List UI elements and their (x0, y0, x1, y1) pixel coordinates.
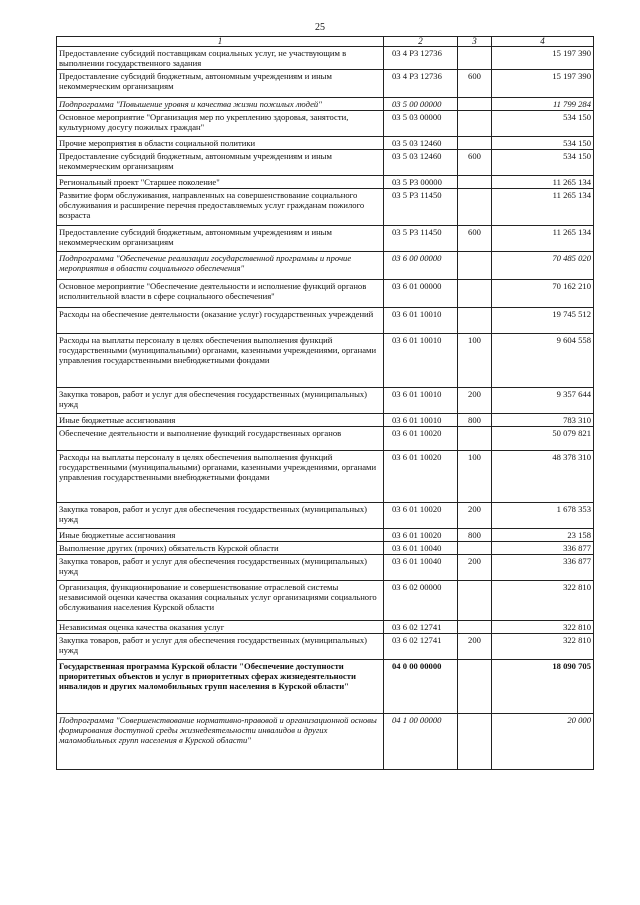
row-code: 03 5 00 00000 (384, 98, 458, 111)
row-amount: 322 810 (492, 621, 594, 634)
row-expense-type (458, 621, 492, 634)
row-amount: 70 485 020 (492, 252, 594, 280)
row-amount: 11 265 134 (492, 189, 594, 226)
row-expense-type (458, 137, 492, 150)
table-row (57, 660, 594, 714)
row-name: Региональный проект "Старшее поколение" (57, 176, 384, 189)
row-amount: 15 197 390 (492, 70, 594, 98)
row-amount: 18 090 705 (492, 660, 594, 714)
row-name: Предоставление субсидий поставщикам социальных услуг, не участвующим в выполнении государственного задания (57, 47, 384, 70)
row-code: 03 5 03 00000 (384, 111, 458, 137)
row-expense-type (458, 252, 492, 280)
row-code: 03 6 01 10020 (384, 529, 458, 542)
row-code: 03 6 01 00000 (384, 280, 458, 308)
row-code: 03 6 01 10020 (384, 451, 458, 503)
row-name: Государственная программа Курской области "Обеспечение доступности приоритетных объектов и услуг в приоритетных сферах жизнедеятельности инвалидов и других маломобильных групп населения в Курской области" (57, 660, 384, 714)
row-code: 03 6 01 10020 (384, 427, 458, 451)
row-expense-type (458, 542, 492, 555)
row-expense-type (458, 176, 492, 189)
row-expense-type (458, 714, 492, 770)
row-name: Подпрограмма "Повышение уровня и качества жизни пожилых людей" (57, 98, 384, 111)
table-row (57, 529, 594, 542)
row-expense-type (458, 189, 492, 226)
table-row (57, 388, 594, 414)
table-row (57, 555, 594, 581)
table-row (57, 414, 594, 427)
row-name: Закупка товаров, работ и услуг для обеспечения государственных (муниципальных) нужд (57, 634, 384, 660)
table-row (57, 252, 594, 280)
table-row (57, 714, 594, 770)
row-amount: 19 745 512 (492, 308, 594, 334)
table-header-row (57, 37, 594, 47)
row-amount: 322 810 (492, 581, 594, 621)
row-amount: 336 877 (492, 555, 594, 581)
row-expense-type (458, 581, 492, 621)
row-expense-type: 100 (458, 451, 492, 503)
row-code: 03 6 02 00000 (384, 581, 458, 621)
row-name: Расходы на выплаты персоналу в целях обеспечения выполнения функций государственными (муниципальными) органами, казенными учреждениями, органами управления государственными внебюджетными фондами (57, 451, 384, 503)
row-code: 03 6 02 12741 (384, 621, 458, 634)
row-name: Развитие форм обслуживания, направленных на совершенствование социального обслуживания и расширение перечня предоставляемых услуг гражданам пожилого возраста (57, 189, 384, 226)
row-expense-type (458, 47, 492, 70)
budget-table (56, 36, 594, 770)
page-number: 25 (315, 22, 325, 33)
column-header-4: 4 (492, 37, 594, 47)
row-name: Независимая оценка качества оказания услуг (57, 621, 384, 634)
table-row (57, 111, 594, 137)
row-code: 03 6 00 00000 (384, 252, 458, 280)
table-row (57, 176, 594, 189)
row-name: Обеспечение деятельности и выполнение функций государственных органов (57, 427, 384, 451)
row-name: Предоставление субсидий бюджетным, автономным учреждениям и иным некоммерческим организациям (57, 70, 384, 98)
row-expense-type (458, 427, 492, 451)
table-row (57, 137, 594, 150)
row-amount: 783 310 (492, 414, 594, 427)
row-code: 03 4 P3 12736 (384, 70, 458, 98)
row-amount: 23 158 (492, 529, 594, 542)
row-amount: 534 150 (492, 111, 594, 137)
row-name: Расходы на выплаты персоналу в целях обеспечения выполнения функций государственными (муниципальными) органами, казенными учреждениями, органами управления государственными внебюджетными фондами (57, 334, 384, 388)
row-code: 03 5 03 12460 (384, 150, 458, 176)
row-name: Основное мероприятие "Обеспечение деятельности и исполнение функций органов исполнительной власти в сфере социального обеспечения" (57, 280, 384, 308)
row-amount: 9 604 558 (492, 334, 594, 388)
table-row (57, 634, 594, 660)
table-row (57, 189, 594, 226)
table-row (57, 621, 594, 634)
row-name: Закупка товаров, работ и услуг для обеспечения государственных (муниципальных) нужд (57, 503, 384, 529)
row-amount: 322 810 (492, 634, 594, 660)
row-amount: 1 678 353 (492, 503, 594, 529)
row-expense-type: 200 (458, 555, 492, 581)
row-code: 03 6 02 12741 (384, 634, 458, 660)
row-code: 03 6 01 10010 (384, 308, 458, 334)
row-expense-type: 200 (458, 634, 492, 660)
row-name: Подпрограмма "Совершенствование нормативно-правовой и организационной основы формирования доступной среды жизнедеятельности инвалидов и других маломобильных групп населения в Курской области" (57, 714, 384, 770)
row-name: Выполнение других (прочих) обязательств Курской области (57, 542, 384, 555)
row-name: Закупка товаров, работ и услуг для обеспечения государственных (муниципальных) нужд (57, 388, 384, 414)
table-row (57, 542, 594, 555)
row-expense-type: 200 (458, 503, 492, 529)
row-amount: 336 877 (492, 542, 594, 555)
row-amount: 70 162 210 (492, 280, 594, 308)
table-row (57, 308, 594, 334)
row-name: Организация, функционирование и совершенствование отраслевой системы независимой оценки качества оказания социальных услуг организациями социального обслуживания населения Курской области (57, 581, 384, 621)
row-amount: 11 265 134 (492, 176, 594, 189)
row-name: Расходы на обеспечение деятельности (оказание услуг) государственных учреждений (57, 308, 384, 334)
row-name: Предоставление субсидий бюджетным, автономным учреждениям и иным некоммерческим организациям (57, 226, 384, 252)
table-row (57, 70, 594, 98)
row-amount: 50 079 821 (492, 427, 594, 451)
row-expense-type: 600 (458, 70, 492, 98)
row-name: Иные бюджетные ассигнования (57, 414, 384, 427)
row-expense-type: 800 (458, 529, 492, 542)
table-row (57, 226, 594, 252)
row-code: 03 5 P3 11450 (384, 189, 458, 226)
row-code: 03 6 01 10010 (384, 414, 458, 427)
row-code: 03 6 01 10020 (384, 503, 458, 529)
table-row (57, 503, 594, 529)
row-expense-type: 600 (458, 150, 492, 176)
table-row (57, 150, 594, 176)
table-row (57, 98, 594, 111)
row-expense-type: 800 (458, 414, 492, 427)
table-row (57, 451, 594, 503)
row-code: 03 6 01 10010 (384, 334, 458, 388)
row-expense-type (458, 111, 492, 137)
row-name: Подпрограмма "Обеспечение реализации государственной программы и прочие мероприятия в области социального обеспечения" (57, 252, 384, 280)
row-code: 03 6 01 10010 (384, 388, 458, 414)
row-amount: 15 197 390 (492, 47, 594, 70)
row-name: Прочие мероприятия в области социальной политики (57, 137, 384, 150)
row-name: Иные бюджетные ассигнования (57, 529, 384, 542)
table-row (57, 47, 594, 70)
row-code: 04 1 00 00000 (384, 714, 458, 770)
row-code: 04 0 00 00000 (384, 660, 458, 714)
row-amount: 9 357 644 (492, 388, 594, 414)
row-expense-type (458, 308, 492, 334)
table-row (57, 280, 594, 308)
row-name: Основное мероприятие "Организация мер по укреплению здоровья, занятости, культурному досугу пожилых граждан" (57, 111, 384, 137)
row-name: Предоставление субсидий бюджетным, автономным учреждениям и иным некоммерческим организациям (57, 150, 384, 176)
row-expense-type (458, 660, 492, 714)
row-name: Закупка товаров, работ и услуг для обеспечения государственных (муниципальных) нужд (57, 555, 384, 581)
column-header-1: 1 (57, 37, 384, 47)
row-amount: 534 150 (492, 150, 594, 176)
row-amount: 11 799 284 (492, 98, 594, 111)
row-code: 03 5 03 12460 (384, 137, 458, 150)
column-header-3: 3 (458, 37, 492, 47)
row-expense-type (458, 98, 492, 111)
row-expense-type (458, 280, 492, 308)
row-expense-type: 200 (458, 388, 492, 414)
row-amount: 11 265 134 (492, 226, 594, 252)
row-code: 03 4 P3 12736 (384, 47, 458, 70)
table-row (57, 334, 594, 388)
row-code: 03 6 01 10040 (384, 555, 458, 581)
row-amount: 20 000 (492, 714, 594, 770)
row-amount: 48 378 310 (492, 451, 594, 503)
table-row (57, 581, 594, 621)
row-code: 03 6 01 10040 (384, 542, 458, 555)
row-code: 03 5 P3 00000 (384, 176, 458, 189)
row-code: 03 5 P3 11450 (384, 226, 458, 252)
table-row (57, 427, 594, 451)
row-expense-type: 100 (458, 334, 492, 388)
row-expense-type: 600 (458, 226, 492, 252)
row-amount: 534 150 (492, 137, 594, 150)
column-header-2: 2 (384, 37, 458, 47)
